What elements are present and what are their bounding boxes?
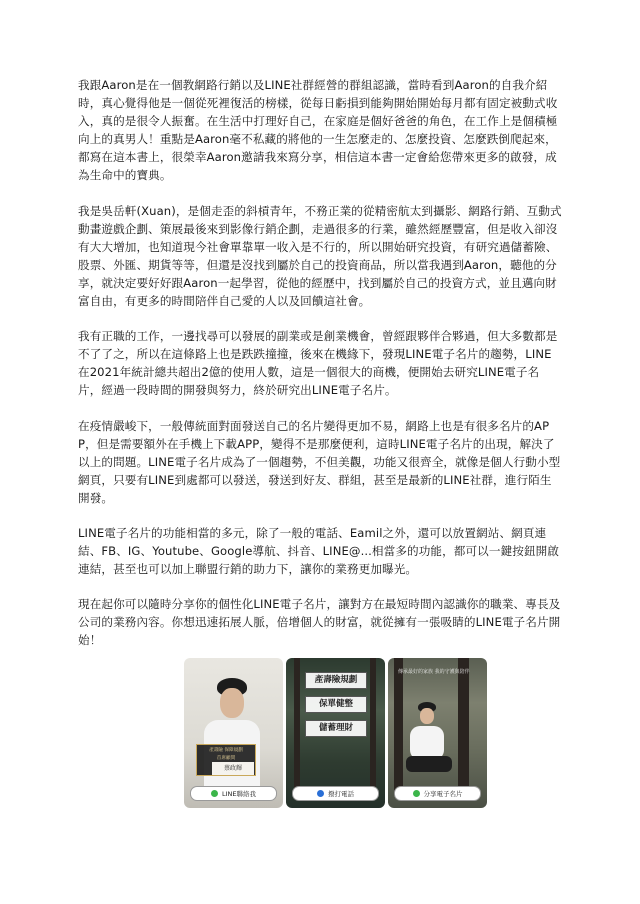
service-tag: 產壽險規劃 [305,672,367,689]
call-button[interactable] [292,786,379,801]
service-tag: 儲蓄理財 [305,720,367,737]
paragraph-4: 在疫情嚴峻下，一般傳統面對面發送自己的名片變得更加不易，網路上也是有很多名片的APP，但是需要額外在手機上下載APP，變得不是那麼便利，這時LINE電子名片的出現，解決了以上的問題。LINE電子名片成為了一個趨勢，不但美觀，功能又很齊全，就像是個人行動小型網頁，只要有LINE到處都可以發送，發送到好友、群組，甚至是最新的LINE社群，進行陌生開發。 [78,418,561,505]
share-card-button[interactable] [394,786,481,801]
line-contact-button[interactable] [190,786,277,801]
plate-title: 產壽險 保障規劃 [209,748,243,753]
overlay-slogan: 傳承最好的家族 我的守護與陪伴 [398,669,470,675]
paragraph-5: LINE電子名片的功能相當的多元，除了一般的電話、Eamil之外，還可以放置網站、網頁連結、FB、IG、Youtube、Google導航、抖音、LINE@...相當多的功能，都可以一鍵按鈕開啟連結，甚至也可以加上聯盟行銷的助力下，讓你的業務更加曝光。 [78,525,560,577]
line-contact-label: LINE聯絡我 [221,790,256,798]
call-label: 撥打電話 [328,790,354,798]
plate-subtitle: 首席顧問 [216,756,236,761]
paragraph-6: 現在起你可以隨時分享你的個性化LINE電子名片，讓對方在最短時間內認識你的職業、專長及公司的業務內容。你想迅速拓展人脈，倍增個人的財富，就從擁有一張吸睛的LINE電子名片開始！ [78,597,561,648]
name-label: 蔡政輝 [212,762,254,775]
business-card-forest [388,658,487,808]
line-icon [211,790,218,797]
business-card-portrait [184,658,283,808]
service-tag: 保單健整 [305,696,367,713]
share-icon [413,790,420,797]
tree-trunk [370,658,376,796]
card-preview-strip [184,658,488,808]
paragraph-1: 我跟Aaron是在一個教網路行銷以及LINE社群經營的群組認識，當時看到Aaron的自我介紹時，真心覺得他是一個從死裡復活的榜樣，從每日虧損到能夠開始開始每月都有固定被動式收入，真的是很令人振奮。在生活中打理好自己，在家庭是個好爸爸的角色，在工作上是個積極向上的真男人！重點是Aaron毫不私藏的將他的一生怎麼走的、怎麼投資、怎麼跌倒爬起來，都寫在這本書上，很榮幸Aaron邀請我來寫分享，相信這本書一定會給您帶來更多的啟發，成為生命中的寶典。 [78,78,558,183]
paragraph-3: 我有正職的工作，一邊找尋可以發展的副業或是創業機會，曾經跟夥伴合夥過，但大多數都是不了了之，所以在這條路上也是跌跌撞撞，後來在機緣下，發現LINE電子名片的趨勢，LINE在2021年統計總共超出2億的使用人數，這是一個很大的商機，便開始去研究LINE電子名片，經過一段時間的開發與努力，終於研究出LINE電子名片。 [78,329,558,398]
paragraph-2: 我是吳岳軒(Xuan)，是個走歪的斜槓青年，不務正業的從精密航太到攝影、網路行銷、互動式動畫遊戲企劃、策展最後來到影像行銷企劃，走過很多的行業，雖然經歷豐富，但是收入卻沒有大大增加，也知道現今社會單靠單一收入是不行的，所以開始研究投資，有研究過儲蓄險、股票、外匯、期貨等等，但還是沒找到屬於自己的投資商品，所以當我遇到Aaron，聽他的分享，就決定要好好跟Aaron一起學習，從他的經歷中，找到屬於自己的投資方式，並且邁向財富自由，有更多的時間陪伴自己愛的人以及回饋這社會。 [78,203,562,309]
phone-icon [317,790,324,797]
article-body [78,76,562,667]
share-card-label: 分享電子名片 [423,790,463,798]
tree-trunk [294,658,300,796]
business-card-services [286,658,385,808]
